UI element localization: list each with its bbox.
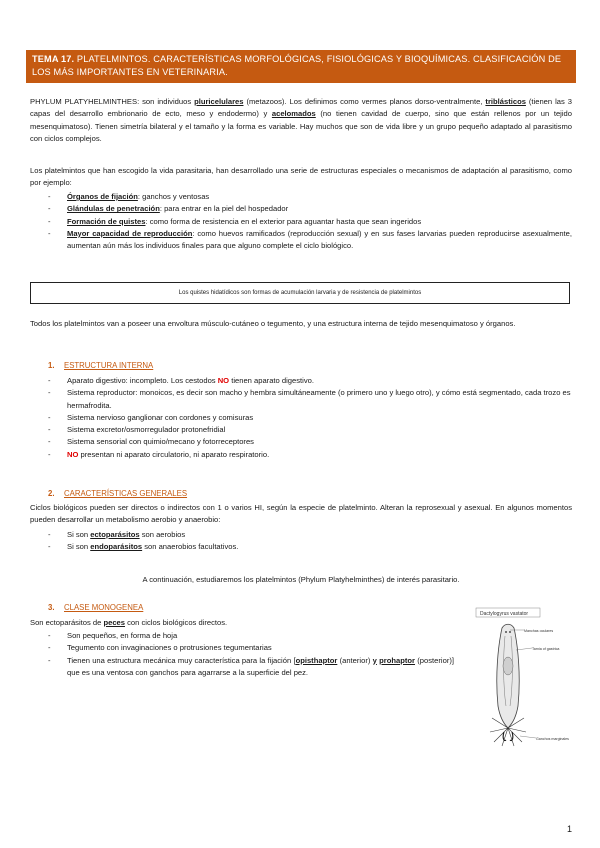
list-item <box>48 191 572 203</box>
text: (no tienen cavidad de cuerpo, sino que están rellenos por un tejido mesenquimatoso). Tienen simetría bilateral y el tamaño y la forma es variable. Hay muchos que son de vida libre y un grupo pequeño adaptado al parasitismo con ciclos complejos. <box>30 109 572 143</box>
section3-paragraph <box>30 617 450 629</box>
text: (anterior) <box>337 655 373 665</box>
leader-line <box>520 736 536 738</box>
text: Sistema nervioso ganglionar con cordones y comisuras <box>67 412 254 422</box>
title-banner <box>26 50 576 83</box>
list-item <box>48 655 454 680</box>
label-ganchos: Ganchos marginales <box>536 737 569 741</box>
text: (posterior)] que es una ventosa con ganchos para agarrarse a la superficie del pez. <box>67 655 454 677</box>
emphasis-no: NO <box>67 449 79 459</box>
term-prohaptor: prohaptor <box>379 655 416 665</box>
text: con ciclos biológicos directos. <box>125 618 228 627</box>
text: Si son <box>67 542 91 552</box>
continuation-line: A continuación, estudiaremos los platelmintos (Phylum Platyhelminthes) de interés parasitario. <box>142 575 460 584</box>
term-ectoparasitos: ectoparásitos <box>90 530 140 539</box>
text: Son ectoparásitos de <box>30 618 104 627</box>
list-text: : ganchos y ventosas <box>137 192 210 201</box>
monogenea-figure <box>462 606 578 751</box>
list-term: Mayor capacidad de reproducción <box>67 228 193 238</box>
section2-list <box>48 529 572 554</box>
list-text: : como huevos ramificados (reproducción sexual) y en sus fases larvarias pueden reproducirse asexualmente, aumentan aún más los individuos finales para que alguno complete el ciclo biológico. <box>67 228 572 251</box>
list-item <box>48 642 454 654</box>
label-tarnia: Tarnia of gastrica <box>532 647 560 651</box>
list-item <box>48 424 572 436</box>
list-term: Glándulas de penetración <box>67 204 160 214</box>
text: tienen aparato digestivo. <box>229 376 314 385</box>
text: Sistema sensorial con quimio/mecano y fotorreceptores <box>67 437 254 447</box>
section-heading-1 <box>48 361 153 370</box>
text: (metazoos). Los definimos como vermes planos dorso-ventralmente, <box>243 97 486 106</box>
section3-list <box>48 630 454 679</box>
list-item <box>48 449 572 461</box>
term-opisthaptor: opisthaptor <box>295 655 338 665</box>
list-item <box>48 630 454 642</box>
section-number: 2. <box>48 489 55 498</box>
section-number: 3. <box>48 603 55 612</box>
term-triblasticos: triblásticos <box>485 97 526 106</box>
figure-caption: Dactylogyrus vastator <box>480 611 529 617</box>
text: : son individuos <box>137 97 195 106</box>
term-endoparasitos: endoparásitos <box>90 542 143 552</box>
text: Aparato digestivo: incompleto. Los cestodos <box>67 376 218 385</box>
list-item <box>48 412 572 424</box>
adaptation-paragraph: Los platelmintos que han escogido la vida parasitaria, han desarrollado una serie de estructuras especiales o mecanismos de adaptación al parasitismo, como por ejemplo: <box>30 166 572 188</box>
text: Sistema reproductor: monoicos, es decir son macho y hembra simultáneamente (o primero uno y luego otro), y cómo está segmentado, cada trozo es hermafrodita. <box>67 388 571 410</box>
section-title: CLASE MONOGENEA <box>64 603 144 612</box>
list-term: Órganos de fijación <box>67 192 138 201</box>
emphasis-no: NO <box>217 376 230 385</box>
list-text: : para entrar en la piel del hospedador <box>159 204 289 214</box>
section-title: ESTRUCTURA INTERNA <box>64 361 154 370</box>
section-number: 1. <box>48 361 55 370</box>
section-title: CARACTERÍSTICAS GENERALES <box>64 489 188 498</box>
text: Son pequeños, en forma de hoja <box>67 631 178 640</box>
tema-title: PLATELMINTOS. CARACTERÍSTICAS MORFOLÓGICAS, FISIOLÓGICAS Y BIOQUÍMICAS. CLASIFICACIÓN DE LOS MÁS IMPORTANTES EN VETERINARIA. <box>32 54 562 77</box>
envelope-paragraph: Todos los platelmintos van a poseer una envoltura músculo-cutáneo o tegumento, y una estructura interna de tejido mesenquimatoso y órganos. <box>30 319 516 328</box>
adaptation-list <box>48 191 572 252</box>
section-heading-3 <box>48 603 143 612</box>
eyespot <box>505 631 507 633</box>
term-pluricelulares: pluricelulares <box>194 97 244 106</box>
page-number: 1 <box>566 824 572 834</box>
term-y: y <box>372 655 377 665</box>
term-peces: peces <box>103 618 126 627</box>
anchor-hooks <box>503 732 513 741</box>
list-item <box>48 541 572 553</box>
section1-list <box>48 375 572 461</box>
list-item <box>48 436 572 448</box>
label-manchas-oculares: Manchas oculares <box>524 629 554 633</box>
term-acelomados: acelomados <box>271 109 316 119</box>
section-heading-2 <box>48 489 187 498</box>
worm-body <box>497 624 519 728</box>
list-item <box>48 203 572 215</box>
text: son aerobios <box>139 530 186 539</box>
section2-paragraph: Ciclos biológicos pueden ser directos o indirectos con 1 o varios HI, según la especie de platelminto. Alteran la reprosexual y asexual. En algunos momentos pueden desarrollar un metabolismo aerobio y anaerobio: <box>30 503 572 525</box>
text: presentan ni aparato circulatorio, ni aparato respiratorio. <box>78 449 270 459</box>
note-box: Los quistes hidatídicos son formas de acumulación larvaria y de resistencia de platelmintos <box>30 282 570 304</box>
list-text: : como forma de resistencia en el exterior para aguantar hasta que sean ingeridos <box>145 216 422 226</box>
text: Tienen una estructura mecánica muy característica para la fijación [ <box>67 655 296 665</box>
list-item <box>48 387 572 412</box>
eyespot <box>509 631 511 633</box>
list-term: Formación de quistes <box>67 216 146 226</box>
intro-paragraph <box>30 96 572 145</box>
text: Sistema excretor/osmorregulador protonefridial <box>67 425 226 435</box>
list-item <box>48 216 572 228</box>
text: Si son <box>67 530 91 539</box>
phylum-name: PHYLUM PLATYHELMINTHES <box>30 97 138 106</box>
text: Tegumento con invaginaciones o protrusiones tegumentarias <box>67 643 272 653</box>
list-item <box>48 375 572 387</box>
worm-organ <box>503 657 513 675</box>
list-item <box>48 228 572 253</box>
leader-line <box>516 648 532 650</box>
worm-illustration <box>462 606 578 751</box>
text: son anaerobios facultativos. <box>142 542 239 552</box>
list-item <box>48 529 572 541</box>
text: (tienen las 3 capas del desarrollo embrionario de ecto, meso y endodermo) y <box>30 97 572 119</box>
tema-label: TEMA 17. <box>32 54 75 64</box>
